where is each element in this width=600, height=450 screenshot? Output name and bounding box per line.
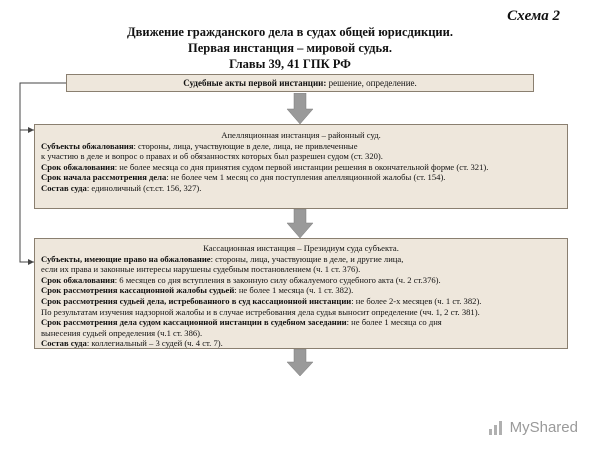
myshared-logo-icon (488, 420, 506, 436)
cassation-subjects (41, 254, 561, 265)
appeal-term (41, 162, 561, 173)
appeal-start-label: Срок начала рассмотрения дела (41, 172, 167, 183)
title-line-1: Движение гражданского дела в судах общей юрисдикции. (127, 25, 453, 39)
cassation-review2-text: : не более 2-х месяцев (ч. 1 ст. 382). (351, 295, 482, 306)
cassation-subjects-cont: если их права и законные интересы нарушены судебным постановлением (ч. 1 ст. 376). (41, 264, 361, 275)
arrow-down-3 (286, 349, 314, 377)
first-instance-box (66, 74, 534, 92)
cassation-hearing-cont: вынесения судьей определения (ч.1 ст. 386). (41, 327, 203, 338)
title-line-3: Главы 39, 41 ГПК РФ (229, 57, 351, 71)
cassation-review-text: : не более 1 месяца (ч. 1 ст. 382). (234, 285, 354, 296)
appeal-term-text: : не более месяца со дня принятия судом первой инстанции решения в окончательной форме (ст. 321). (114, 161, 489, 172)
title-line-2: Первая инстанция – мировой судья. (188, 41, 392, 55)
cassation-instance-box (34, 238, 568, 349)
arrow-down-1 (286, 93, 314, 125)
first-instance-label: Судебные акты первой инстанции: (183, 78, 327, 88)
cassation-review2-label: Срок рассмотрения судьей дела, истребованного в суд кассационной инстанции (41, 295, 352, 306)
appeal-composition-label: Состав суда (41, 182, 87, 193)
arrow-down-2 (286, 209, 314, 239)
schema-label: Схема 2 (507, 8, 560, 24)
cassation-heading: Кассационная инстанция – Президиум суда субъекта. (203, 243, 399, 253)
appeal-start-text: : не более чем 1 месяц со дня поступления апелляционной жалобы (ст. 154). (166, 172, 446, 183)
appeal-subjects-label: Субъекты обжалования (41, 140, 134, 151)
cassation-term (41, 275, 561, 286)
cassation-composition-text: : коллегиальный – 3 судей (ч. 4 ст. 7). (86, 338, 223, 349)
cassation-review2 (41, 296, 561, 307)
appeal-subjects-text: : стороны, лица, участвующие в деле, лица, не привлеченные (133, 140, 358, 151)
appeal-term-label: Срок обжалования (41, 161, 115, 172)
cassation-composition-label: Состав суда (41, 338, 87, 349)
cassation-review-label: Срок рассмотрения кассационной жалобы судьей (41, 285, 235, 296)
appeal-instance-box (34, 124, 568, 209)
appeal-composition-text: : единоличный (ст.ст. 156, 327). (86, 182, 202, 193)
appeal-composition (41, 183, 561, 194)
cassation-hearing-text: : не более 1 месяца со дня (346, 317, 442, 328)
cassation-subjects-text: : стороны, лица, участвующие в деле, и другие лица, (210, 253, 404, 264)
cassation-result: По результатам изучения надзорной жалобы и в случае истребования дела судья выносит определение (чч. 1, 2 ст. 381). (41, 306, 480, 317)
cassation-hearing (41, 317, 561, 328)
cassation-term-text: : 6 месяцев со дня вступления в законную силу обжалуемого судебного акта (ч. 2 ст.376). (114, 274, 441, 285)
cassation-term-label: Срок обжалования (41, 274, 115, 285)
appeal-heading: Апелляционная инстанция – районный суд. (221, 130, 381, 140)
appeal-subjects-cont: к участию в деле и вопрос о правах и об обязанностях которых был разрешен судом (ст. 320). (41, 151, 383, 162)
cassation-review (41, 285, 561, 296)
appeal-subjects (41, 141, 561, 152)
watermark (488, 419, 578, 436)
cassation-hearing-label: Срок рассмотрения дела судом кассационной инстанции в судебном заседании (41, 317, 347, 328)
watermark-text: MyShared (509, 419, 578, 436)
cassation-composition (41, 338, 561, 349)
first-instance-text: решение, определение. (326, 78, 417, 88)
appeal-start (41, 172, 561, 183)
cassation-subjects-label: Субъекты, имеющие право на обжалование (41, 253, 211, 264)
